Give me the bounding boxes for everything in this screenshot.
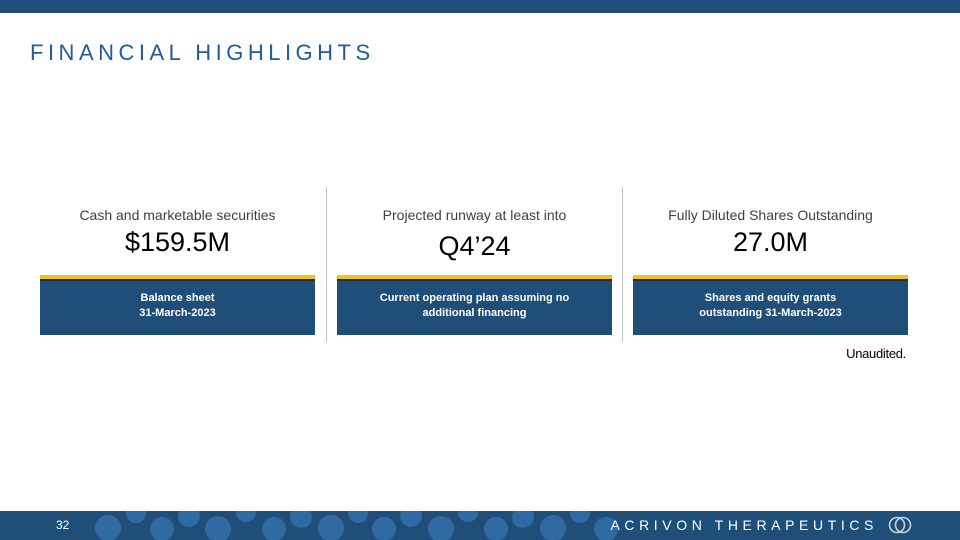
metric-card-text: Current operating plan assuming no additional financing: [379, 292, 570, 319]
decorative-dot: [126, 511, 146, 523]
card-shadow-stripe: [633, 279, 908, 281]
decorative-dot: [400, 511, 422, 527]
card-shadow-stripe: [40, 279, 315, 281]
column-divider: [326, 187, 327, 342]
decorative-dot: [262, 517, 286, 540]
decorative-dot: [348, 511, 368, 523]
decorative-dot: [570, 511, 590, 523]
metric-value: 27.0M: [732, 227, 809, 257]
metric-runway: [337, 185, 612, 319]
card-shadow-stripe: [337, 279, 612, 281]
decorative-dot: [458, 511, 478, 522]
metric-card: [40, 275, 315, 335]
decorative-dot: [236, 511, 256, 522]
top-bar: [0, 0, 960, 13]
decorative-dot: [178, 511, 200, 527]
page-title: FINANCIAL HIGHLIGHTS: [30, 40, 375, 65]
page-number: 32: [56, 518, 70, 532]
metric-label: Fully Diluted Shares Outstanding: [668, 207, 873, 223]
decorative-dot: [318, 515, 344, 540]
metric-card-text: Shares and equity grants outstanding 31-March-2023: [699, 292, 842, 319]
metric-card: [633, 275, 908, 335]
unaudited-note: Unaudited.: [846, 346, 906, 361]
acrivon-logo-icon: [888, 515, 912, 535]
decorative-dot: [540, 515, 566, 540]
column-divider: [622, 187, 623, 342]
decorative-dot: [150, 517, 174, 540]
decorative-dot: [95, 515, 121, 540]
decorative-dot: [484, 517, 508, 540]
metric-shares: [633, 185, 908, 319]
decorative-dot: [205, 516, 231, 540]
metric-card-text: Balance sheet 31-March-2023: [139, 292, 216, 319]
metric-card: [337, 275, 612, 335]
decorative-dot: [372, 517, 396, 540]
decorative-dot: [512, 511, 534, 528]
footer-bar: [0, 511, 960, 540]
decorative-dot: [290, 511, 312, 528]
metric-label: Projected runway at least into: [382, 207, 567, 223]
metric-value: $159.5M: [124, 227, 231, 257]
metric-cash: [40, 185, 315, 319]
metric-label: Cash and marketable securities: [79, 207, 276, 223]
metric-value: Q4’24: [438, 231, 511, 261]
brand-name: ACRIVON THERAPEUTICS: [610, 517, 878, 533]
decorative-dot: [428, 516, 454, 540]
